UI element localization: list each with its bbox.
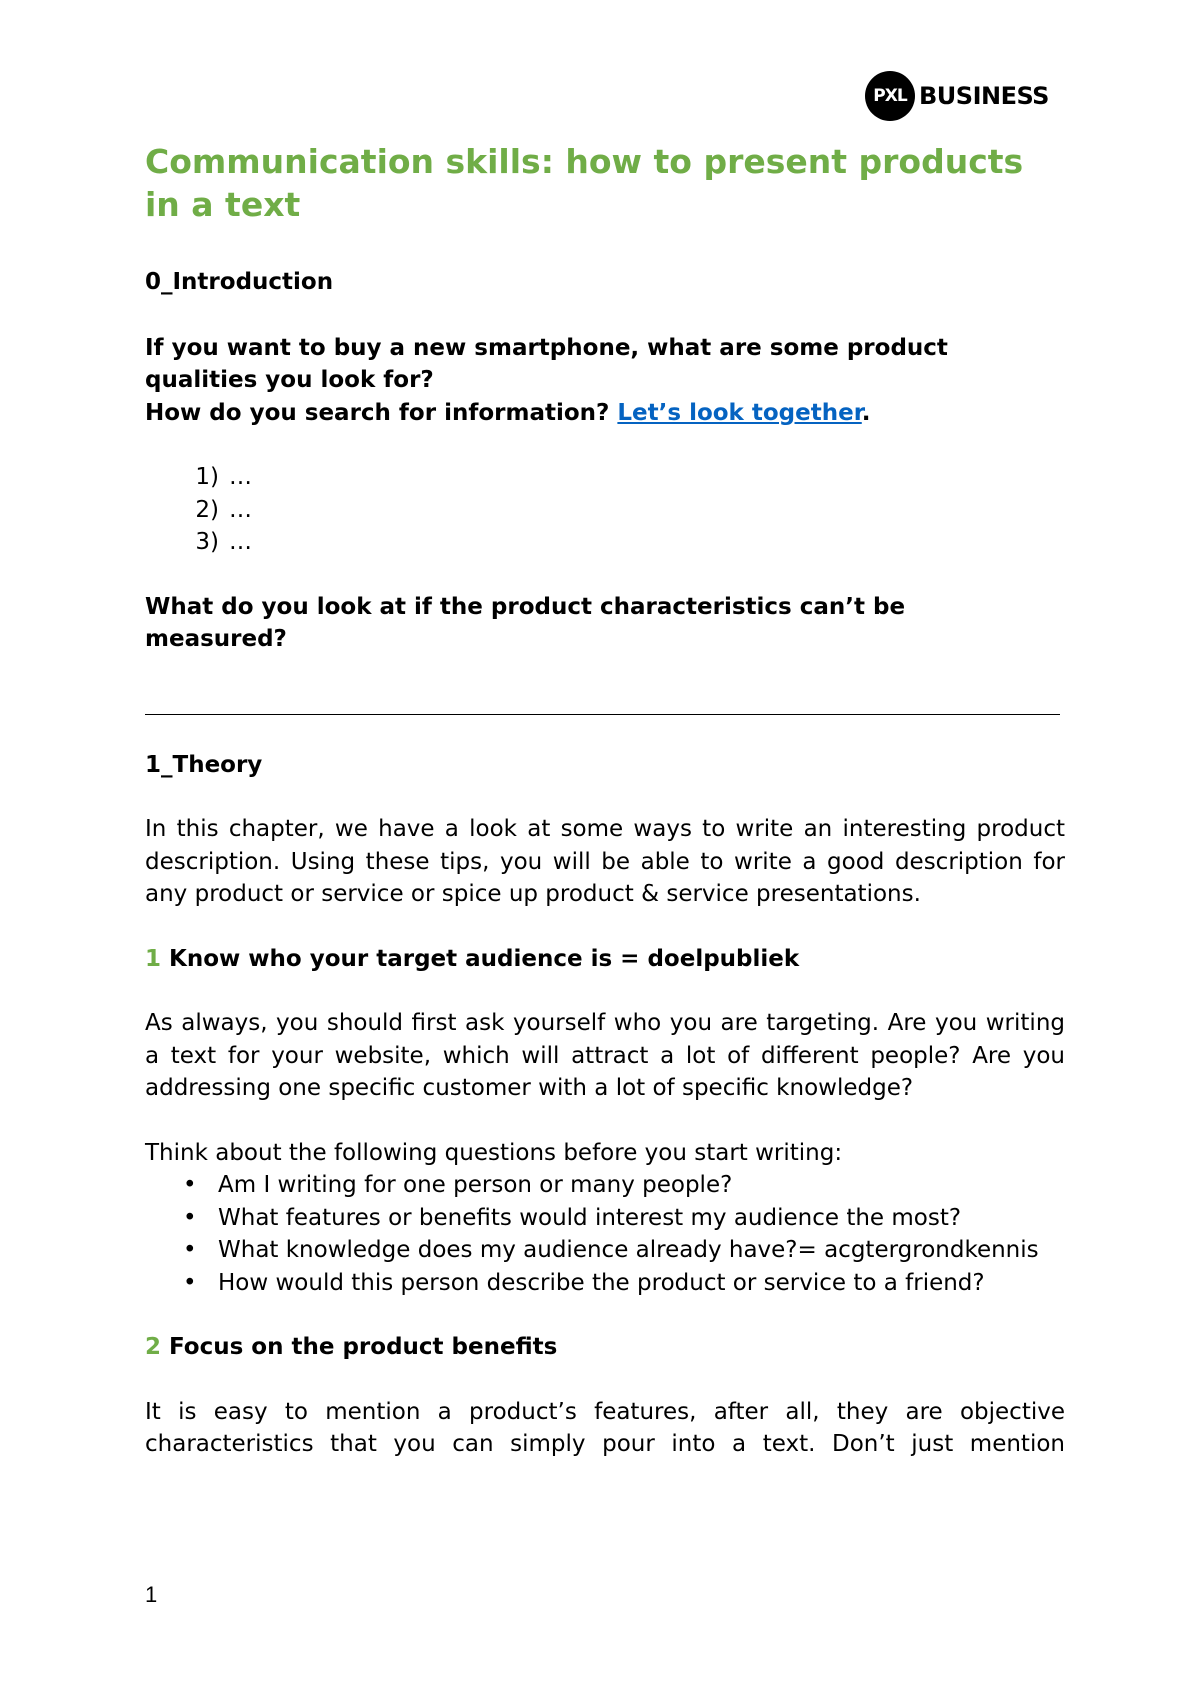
list-number: 1): [195, 464, 219, 490]
list-text: …: [229, 464, 252, 490]
theory-heading: 1_Theory: [145, 751, 263, 778]
list-text: …: [229, 529, 252, 555]
section-1-heading: [145, 943, 1065, 976]
list-item: [145, 461, 1065, 494]
section-1-number: 1: [145, 945, 162, 972]
bullet-text: Am I writing for one person or many people?: [218, 1172, 733, 1198]
bullet-text: What knowledge does my audience already have?= acgtergrondkennis: [218, 1237, 1039, 1263]
list-text: …: [229, 496, 252, 523]
list-item: [145, 1267, 1065, 1300]
intro-question-1: If you want to buy a new smartphone, what are some product qualities you look for?: [145, 334, 948, 393]
section-1-lead: Think about the following questions before you start writing:: [145, 1139, 843, 1166]
bullet-icon: •: [183, 1204, 197, 1231]
bullet-icon: •: [183, 1172, 197, 1198]
section-1-paragraph: As always, you should first ask yourself who you are targeting. Are you writing a text for your website, which will attract a lot of different people? Are you addressing one specific customer with a lot of specific knowledge?: [145, 1010, 1065, 1101]
bullet-icon: •: [183, 1237, 197, 1263]
intro-question-2-end: .: [861, 399, 871, 426]
intro-question-3: What do you look at if the product characteristics can’t be measured?: [145, 593, 906, 652]
bullet-text: How would this person describe the product or service to a friend?: [218, 1269, 985, 1296]
document-body: [145, 140, 1065, 1461]
list-item: [145, 494, 1065, 527]
list-number: 3): [195, 529, 219, 555]
intro-answer-list: [145, 461, 1065, 559]
section-1-title: Know who your target audience is = doelpubliek: [161, 945, 800, 972]
list-item: [145, 1169, 1065, 1202]
logo-wordmark: BUSINESS: [919, 82, 1049, 110]
logo-mark: PXL: [865, 71, 915, 121]
intro-question-2: [145, 397, 1065, 430]
list-item: [145, 1234, 1065, 1267]
bullet-text: What features or benefits would interest my audience the most?: [218, 1204, 962, 1231]
theory-intro-paragraph: In this chapter, we have a look at some ways to write an interesting product description. Using these tips, you will be able to write a good description for any product or service or spice up product & service presentations.: [145, 816, 1065, 907]
list-item: [145, 1202, 1065, 1235]
section-2-title: Focus on the product benefits: [161, 1334, 558, 1360]
page-number: 1: [145, 1582, 158, 1607]
pxl-business-logo: [865, 71, 1049, 121]
section-2-heading: [145, 1331, 1065, 1364]
bullet-icon: •: [183, 1269, 197, 1296]
document-title: Communication skills: how to present products in a text: [145, 142, 1024, 224]
list-item: [145, 526, 1065, 559]
list-number: 2): [195, 496, 219, 523]
intro-heading: 0_Introduction: [145, 269, 334, 295]
section-2-number: 2: [145, 1334, 162, 1360]
section-2-paragraph: It is easy to mention a product’s features, after all, they are objective characteristics that you can simply pour into a text. Don’t just mention: [145, 1398, 1065, 1457]
intro-question-2-text: How do you search for information?: [145, 399, 618, 426]
lets-look-together-link[interactable]: Let’s look together: [617, 399, 862, 426]
target-audience-questions: [145, 1169, 1065, 1299]
